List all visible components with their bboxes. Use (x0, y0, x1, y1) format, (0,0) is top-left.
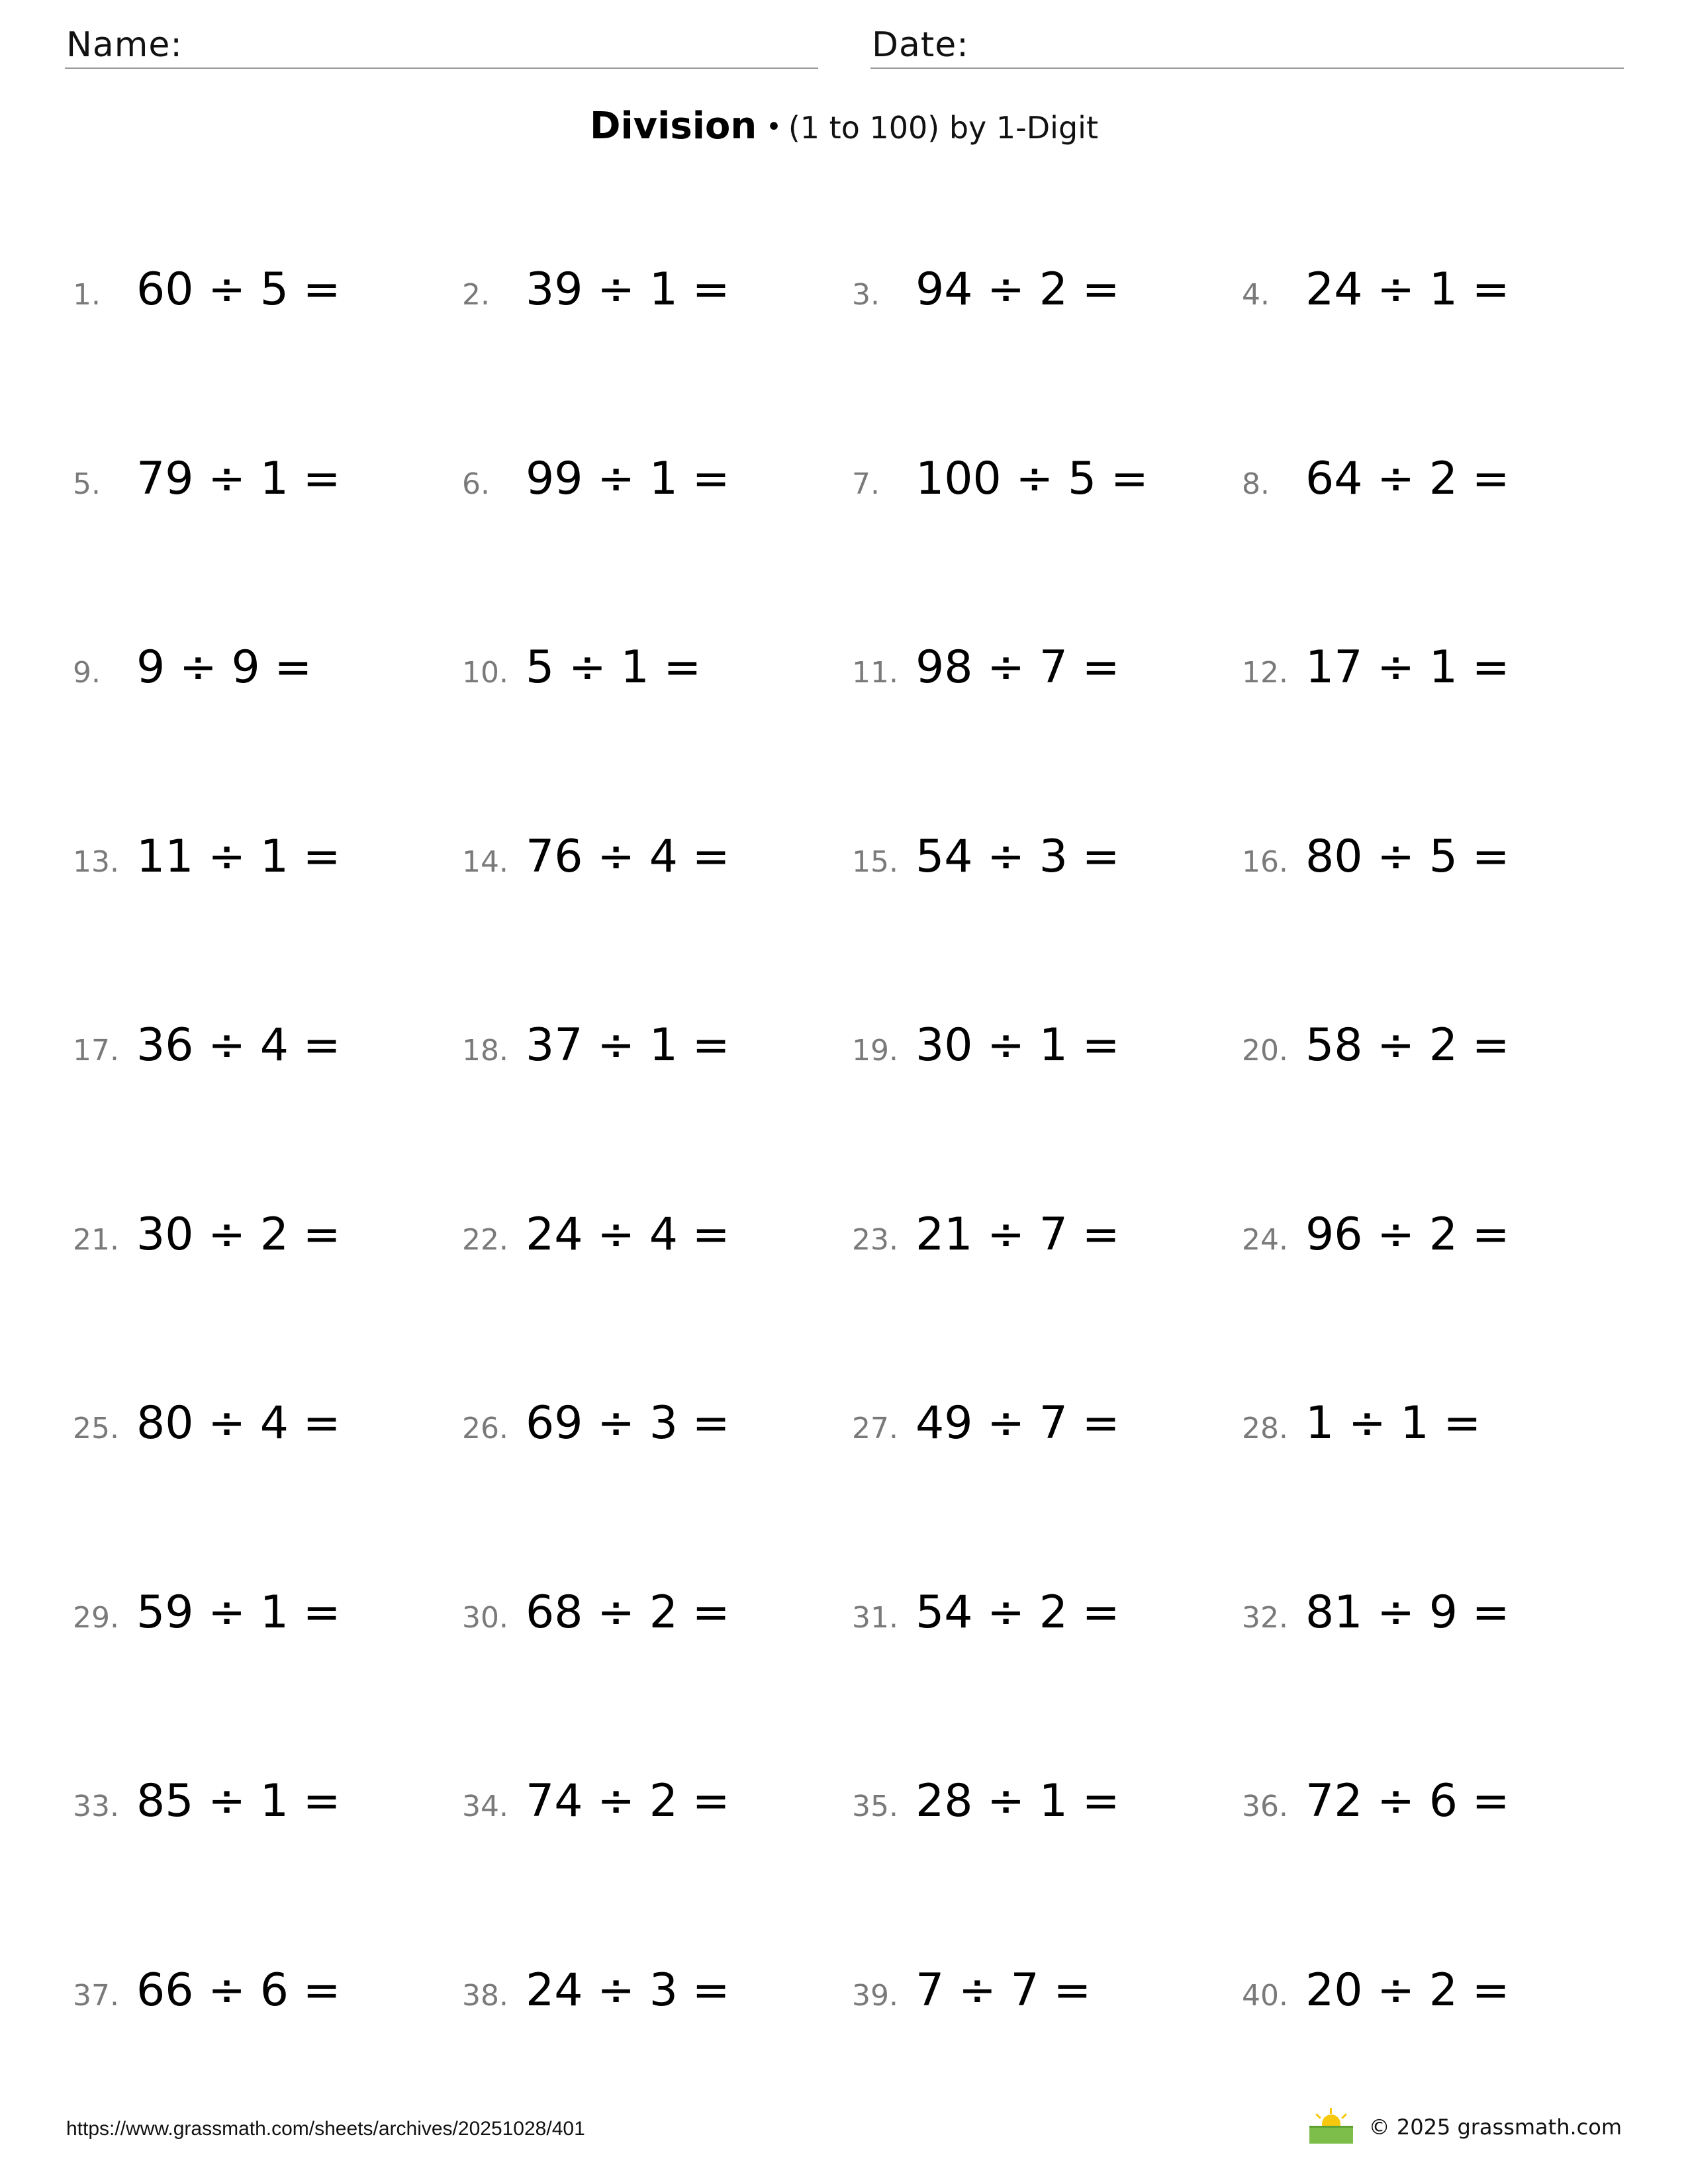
problem-number: 23. (852, 1223, 898, 1257)
problem-expression: 24 ÷ 1 = (1305, 263, 1510, 316)
problem-expression: 36 ÷ 4 = (136, 1019, 341, 1071)
problem-expression: 80 ÷ 4 = (136, 1397, 341, 1449)
problem-expression: 28 ÷ 1 = (915, 1775, 1120, 1827)
problem-expression: 49 ÷ 7 = (915, 1397, 1120, 1449)
problem-number: 40. (1242, 1979, 1288, 2013)
problem-number: 2. (462, 278, 490, 312)
problem-expression: 20 ÷ 2 = (1305, 1964, 1510, 2017)
problem-number: 29. (73, 1601, 119, 1635)
footer-url[interactable]: https://www.grassmath.com/sheets/archives/20251028/401 (66, 2118, 585, 2140)
problem-expression: 24 ÷ 3 = (526, 1964, 730, 2017)
grassmath-sun-logo-icon (1309, 2111, 1353, 2144)
problem-number: 39. (852, 1979, 898, 2013)
problem-expression: 21 ÷ 7 = (915, 1208, 1120, 1261)
problem-number: 3. (852, 278, 880, 312)
date-field[interactable] (870, 25, 1624, 69)
problem-expression: 81 ÷ 9 = (1305, 1586, 1510, 1639)
problem-number: 4. (1242, 278, 1270, 312)
problem-expression: 54 ÷ 2 = (915, 1586, 1120, 1639)
problem-expression: 11 ÷ 1 = (136, 831, 341, 883)
problem-number: 26. (462, 1412, 508, 1445)
problem-number: 22. (462, 1223, 508, 1257)
problem-number: 7. (852, 467, 880, 501)
problem-number: 12. (1242, 656, 1288, 690)
problem-expression: 17 ÷ 1 = (1305, 641, 1510, 694)
problem-number: 38. (462, 1979, 508, 2013)
problem-number: 34. (462, 1790, 508, 1823)
problem-number: 35. (852, 1790, 898, 1823)
problem-expression: 68 ÷ 2 = (526, 1586, 730, 1639)
problem-number: 15. (852, 845, 898, 879)
problem-number: 14. (462, 845, 508, 879)
problem-number: 1. (73, 278, 101, 312)
problem-number: 19. (852, 1034, 898, 1068)
problem-number: 9. (73, 656, 101, 690)
worksheet-title (0, 105, 1688, 148)
problem-number: 37. (73, 1979, 119, 2013)
problem-number: 5. (73, 467, 101, 501)
problem-number: 10. (462, 656, 508, 690)
problem-expression: 79 ÷ 1 = (136, 453, 341, 505)
problem-number: 17. (73, 1034, 119, 1068)
problem-number: 32. (1242, 1601, 1288, 1635)
problem-expression: 1 ÷ 1 = (1305, 1397, 1481, 1449)
problem-expression: 74 ÷ 2 = (526, 1775, 730, 1827)
problem-expression: 58 ÷ 2 = (1305, 1019, 1510, 1071)
problem-number: 25. (73, 1412, 119, 1445)
title-main: Division (590, 105, 757, 148)
problem-expression: 66 ÷ 6 = (136, 1964, 341, 2017)
problem-expression: 39 ÷ 1 = (526, 263, 730, 316)
problem-expression: 30 ÷ 2 = (136, 1208, 341, 1261)
problem-expression: 98 ÷ 7 = (915, 641, 1120, 694)
problem-expression: 5 ÷ 1 = (526, 641, 702, 694)
problem-number: 30. (462, 1601, 508, 1635)
problem-expression: 99 ÷ 1 = (526, 453, 730, 505)
problem-expression: 30 ÷ 1 = (915, 1019, 1120, 1071)
problem-expression: 72 ÷ 6 = (1305, 1775, 1510, 1827)
problem-expression: 59 ÷ 1 = (136, 1586, 341, 1639)
problem-number: 28. (1242, 1412, 1288, 1445)
problem-expression: 54 ÷ 3 = (915, 831, 1120, 883)
problem-number: 31. (852, 1601, 898, 1635)
problem-number: 24. (1242, 1223, 1288, 1257)
problem-expression: 100 ÷ 5 = (915, 453, 1149, 505)
title-subtitle: (1 to 100) by 1-Digit (788, 110, 1098, 146)
problem-number: 13. (73, 845, 119, 879)
problem-number: 20. (1242, 1034, 1288, 1068)
problem-expression: 85 ÷ 1 = (136, 1775, 341, 1827)
footer-copyright: © 2025 grassmath.com (1368, 2115, 1622, 2140)
name-field[interactable] (65, 25, 818, 69)
title-separator: • (766, 112, 782, 142)
problem-number: 16. (1242, 845, 1288, 879)
problem-number: 18. (462, 1034, 508, 1068)
problem-number: 36. (1242, 1790, 1288, 1823)
problem-expression: 64 ÷ 2 = (1305, 453, 1510, 505)
problem-expression: 60 ÷ 5 = (136, 263, 341, 316)
problem-expression: 37 ÷ 1 = (526, 1019, 730, 1071)
problem-number: 33. (73, 1790, 119, 1823)
problem-number: 21. (73, 1223, 119, 1257)
problem-number: 8. (1242, 467, 1270, 501)
problem-expression: 94 ÷ 2 = (915, 263, 1120, 316)
problem-expression: 80 ÷ 5 = (1305, 831, 1510, 883)
problem-expression: 76 ÷ 4 = (526, 831, 730, 883)
date-label: Date: (872, 25, 969, 65)
problem-expression: 9 ÷ 9 = (136, 641, 312, 694)
name-label: Name: (66, 25, 183, 65)
problem-expression: 24 ÷ 4 = (526, 1208, 730, 1261)
footer-brand (1309, 2109, 1622, 2146)
problem-expression: 69 ÷ 3 = (526, 1397, 730, 1449)
problem-expression: 96 ÷ 2 = (1305, 1208, 1510, 1261)
problem-expression: 7 ÷ 7 = (915, 1964, 1092, 2017)
problem-number: 6. (462, 467, 490, 501)
problem-number: 11. (852, 656, 898, 690)
problem-number: 27. (852, 1412, 898, 1445)
